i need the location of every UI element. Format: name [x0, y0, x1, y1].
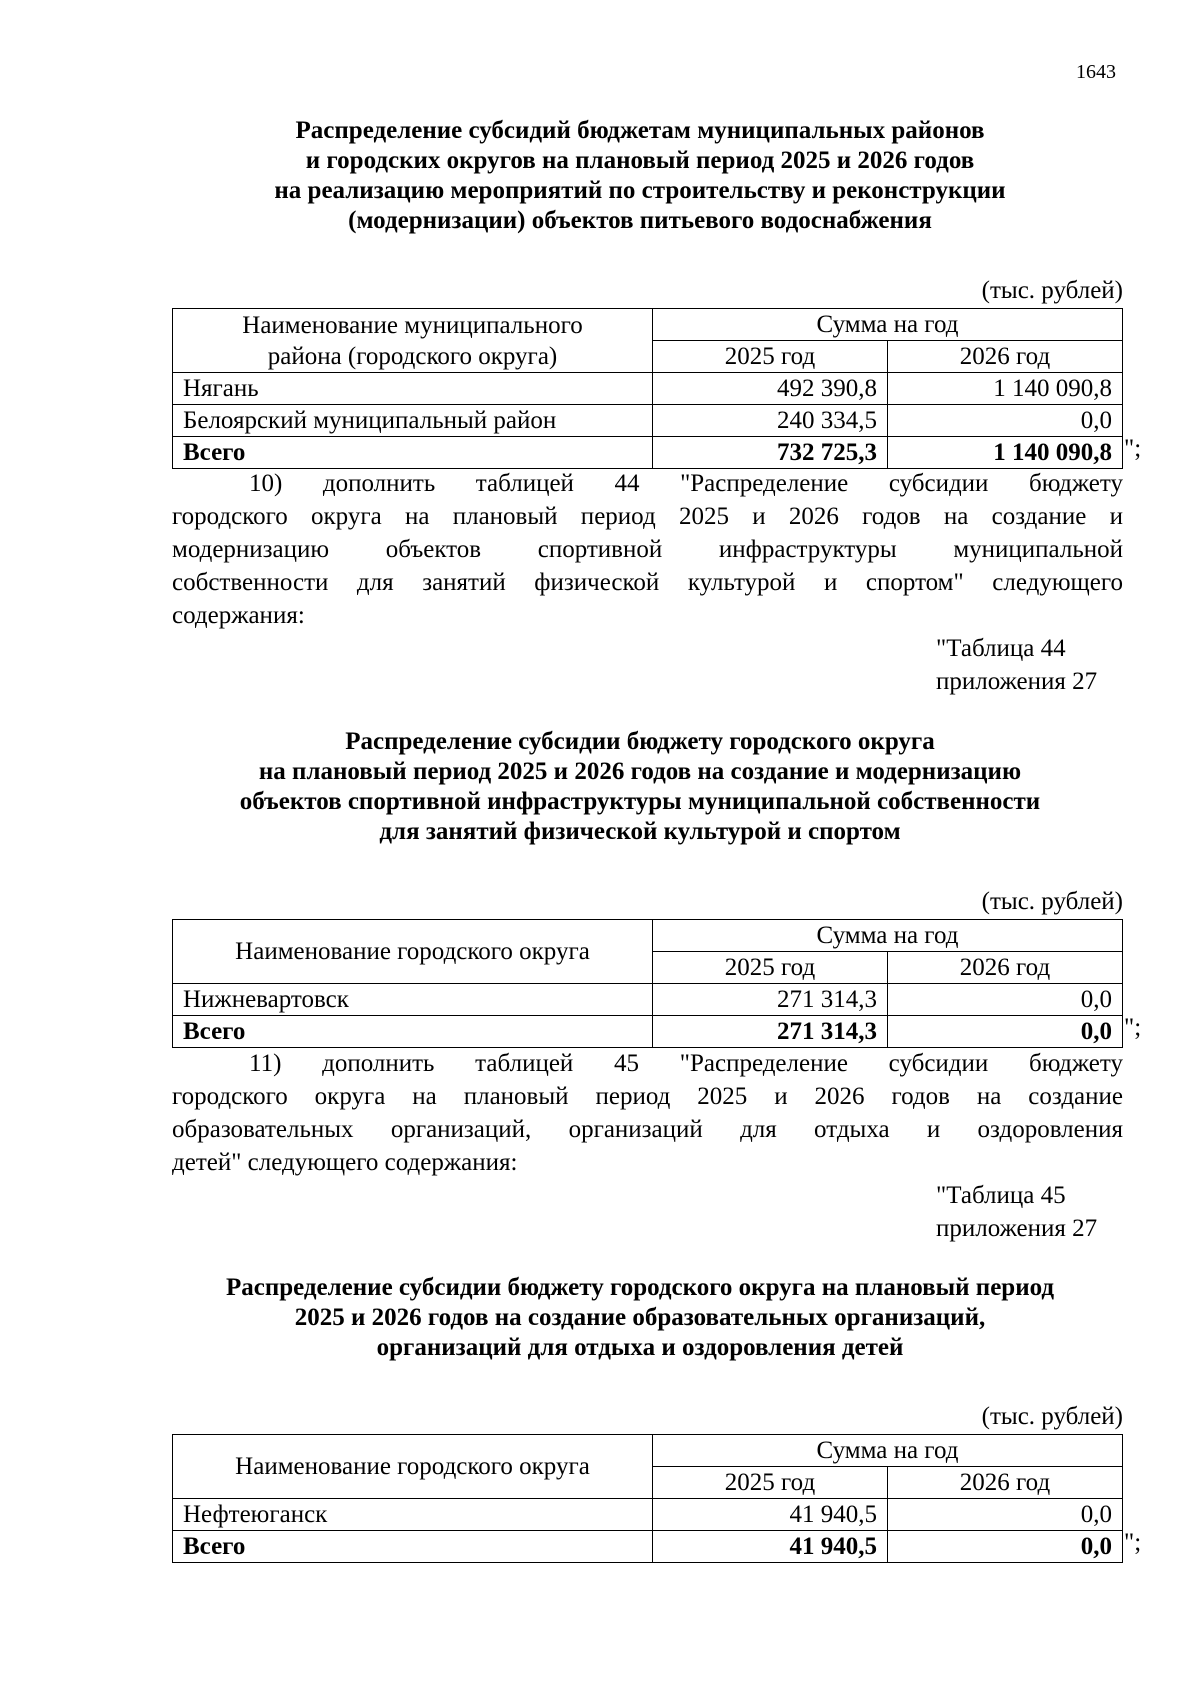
row-2025-value: 492 390,8 [653, 373, 888, 405]
table-total-row [173, 1531, 1123, 1563]
name-column-header: Наименование городского округа [173, 1435, 653, 1499]
table-ref-line: приложения 27 [936, 668, 1098, 695]
table-total-row [173, 437, 1123, 469]
section2-table [172, 919, 1123, 1048]
row-name: Нягань [173, 373, 653, 405]
title-line: Распределение субсидии бюджету городского округа на плановый период [225, 1274, 1055, 1301]
table-45-reference [936, 1179, 1097, 1245]
total-2025-value: 732 725,3 [653, 437, 888, 469]
table-total-row [173, 1016, 1123, 1048]
header-line: района (городского округа) [267, 342, 558, 370]
table-ref-line: приложения 27 [936, 1215, 1098, 1242]
section1-title [150, 116, 1130, 236]
section2-unit: (тыс. рублей) [981, 888, 1123, 915]
name-column-header: Наименование городского округа [173, 920, 653, 984]
total-2026-value: 0,0 [888, 1531, 1123, 1563]
table-ref-line: "Таблица 44 [936, 635, 1066, 662]
title-line: (модернизации) объектов питьевого водоснабжения [348, 207, 932, 234]
header-line: Наименование муниципального [242, 311, 583, 339]
title-line: на реализацию мероприятий по строительству и реконструкции [274, 177, 1006, 204]
paragraph-line: 11) дополнить таблицей 45 "Распределение субсидии бюджету [249, 1050, 1123, 1077]
row-name: Белоярский муниципальный район [173, 405, 653, 437]
year-2025-header: 2025 год [653, 952, 888, 984]
row-2026-value: 0,0 [888, 1499, 1123, 1531]
total-label: Всего [173, 437, 653, 469]
section2-title [150, 727, 1130, 847]
paragraph-11 [172, 1047, 1123, 1179]
name-column-header [173, 309, 653, 373]
table-44-reference [936, 632, 1097, 698]
table-header-row [173, 1435, 1123, 1467]
table-row [173, 1499, 1123, 1531]
section3-unit: (тыс. рублей) [981, 1403, 1123, 1430]
title-line: Распределение субсидии бюджету городского округа [345, 728, 935, 755]
table-ref-line: "Таблица 45 [936, 1182, 1066, 1209]
section3-table [172, 1434, 1123, 1563]
paragraph-line: детей" следующего содержания: [172, 1149, 518, 1176]
section1-table [172, 308, 1123, 469]
row-name: Нефтеюганск [173, 1499, 653, 1531]
title-line: для занятий физической культурой и спортом [379, 818, 901, 845]
sum-column-header: Сумма на год [653, 920, 1123, 952]
table-row [173, 984, 1123, 1016]
section3-closing-quote: "; [1124, 1529, 1142, 1556]
table-header-row [173, 309, 1123, 341]
year-2025-header: 2025 год [653, 1467, 888, 1499]
page-number: 1643 [1076, 61, 1116, 83]
year-2026-header: 2026 год [888, 1467, 1123, 1499]
paragraph-line: образовательных организаций, организаций для отдыха и оздоровления [172, 1116, 1123, 1143]
table-row [173, 405, 1123, 437]
sum-column-header: Сумма на год [653, 309, 1123, 341]
table-row [173, 373, 1123, 405]
paragraph-line: модернизацию объектов спортивной инфраструктуры муниципальной [172, 536, 1123, 563]
year-2025-header: 2025 год [653, 341, 888, 373]
sum-column-header: Сумма на год [653, 1435, 1123, 1467]
section3-title [150, 1273, 1130, 1363]
row-2026-value: 1 140 090,8 [888, 373, 1123, 405]
year-2026-header: 2026 год [888, 341, 1123, 373]
section2-closing-quote: "; [1124, 1014, 1142, 1041]
paragraph-10 [172, 467, 1123, 632]
row-2025-value: 271 314,3 [653, 984, 888, 1016]
paragraph-line: собственности для занятий физической культурой и спортом" следующего [172, 569, 1123, 596]
total-2026-value: 1 140 090,8 [888, 437, 1123, 469]
row-2025-value: 240 334,5 [653, 405, 888, 437]
total-2025-value: 271 314,3 [653, 1016, 888, 1048]
paragraph-line: городского округа на плановый период 2025 и 2026 годов на создание [172, 1083, 1123, 1110]
paragraph-line: городского округа на плановый период 2025 и 2026 годов на создание и [172, 503, 1123, 530]
row-2026-value: 0,0 [888, 405, 1123, 437]
table-header-row [173, 920, 1123, 952]
total-2025-value: 41 940,5 [653, 1531, 888, 1563]
title-line: объектов спортивной инфраструктуры муниципальной собственности [239, 788, 1041, 815]
total-label: Всего [173, 1531, 653, 1563]
total-label: Всего [173, 1016, 653, 1048]
title-line: Распределение субсидий бюджетам муниципальных районов [295, 117, 985, 144]
title-line: организаций для отдыха и оздоровления детей [376, 1334, 904, 1361]
title-line: на плановый период 2025 и 2026 годов на создание и модернизацию [258, 758, 1022, 785]
total-2026-value: 0,0 [888, 1016, 1123, 1048]
row-2026-value: 0,0 [888, 984, 1123, 1016]
section1-unit: (тыс. рублей) [981, 277, 1123, 304]
title-line: 2025 и 2026 годов на создание образовательных организаций, [294, 1304, 986, 1331]
paragraph-line: содержания: [172, 602, 305, 629]
year-2026-header: 2026 год [888, 952, 1123, 984]
title-line: и городских округов на плановый период 2025 и 2026 годов [305, 147, 975, 174]
row-2025-value: 41 940,5 [653, 1499, 888, 1531]
row-name: Нижневартовск [173, 984, 653, 1016]
section1-closing-quote: "; [1124, 435, 1142, 462]
paragraph-line: 10) дополнить таблицей 44 "Распределение субсидии бюджету [249, 470, 1123, 497]
